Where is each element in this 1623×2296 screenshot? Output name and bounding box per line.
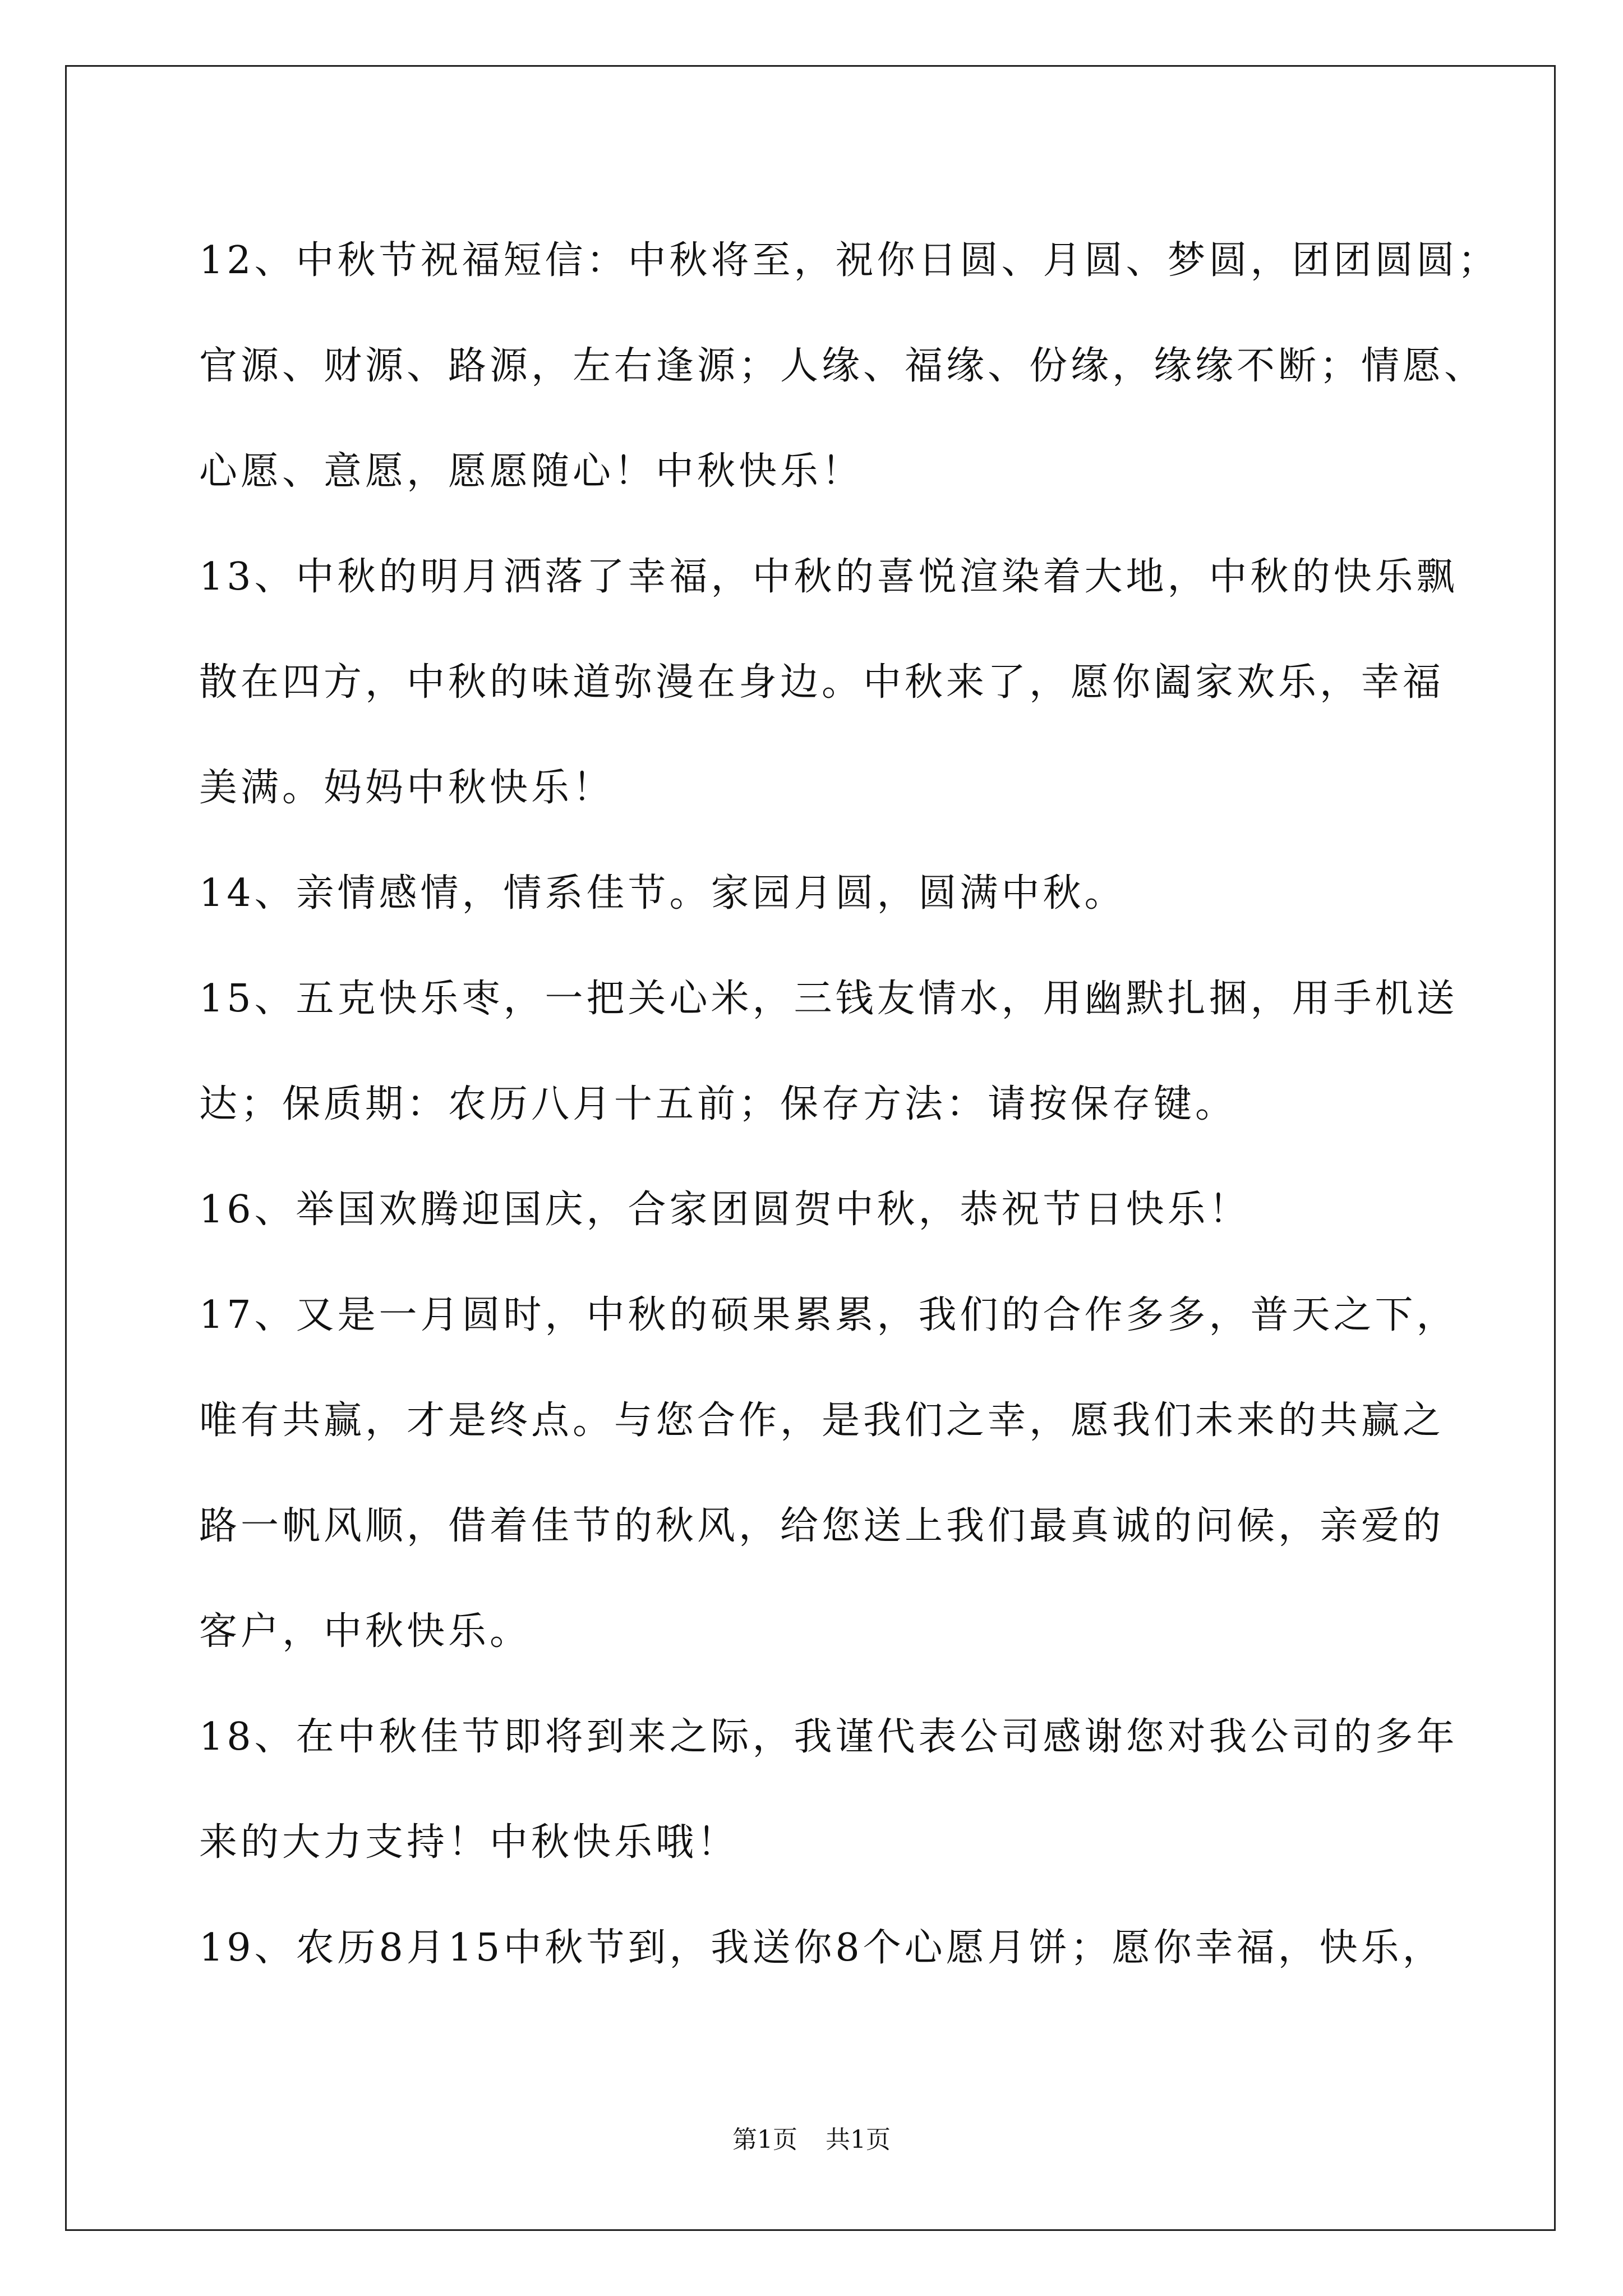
text-line: 散在四方，中秋的味道弥漫在身边。中秋来了，愿你阖家欢乐，幸福: [199, 660, 1445, 705]
text-line: 官源、财源、路源，左右逢源；人缘、福缘、份缘，缘缘不断；情愿、: [199, 344, 1486, 388]
text-line: 客户，中秋快乐。: [199, 1609, 532, 1654]
page-total: 共1页: [826, 2125, 891, 2154]
text-line: 16、举国欢腾迎国庆，合家团圆贺中秋，恭祝节日快乐！: [199, 1188, 1251, 1232]
text-line: 19、农历8月15中秋节到，我送你8个心愿月饼；愿你幸福，快乐，: [199, 1926, 1444, 1970]
text-line: 18、在中秋佳节即将到来之际，我谨代表公司感谢您对我公司的多年: [199, 1715, 1458, 1759]
text-line: 12、中秋节祝福短信：中秋将至，祝你日圆、月圆、梦圆，团团圆圆；: [199, 238, 1500, 283]
text-line: 路一帆风顺，借着佳节的秋风，给您送上我们最真诚的问候，亲爱的: [199, 1504, 1445, 1548]
text-line: 唯有共赢，才是终点。与您合作，是我们之幸，愿我们未来的共赢之: [199, 1398, 1445, 1443]
text-line: 来的大力支持！中秋快乐哦！: [199, 1820, 739, 1865]
text-line: 美满。妈妈中秋快乐！: [199, 766, 615, 810]
page-number: 第1页: [732, 2125, 797, 2154]
text-line: 心愿、意愿，愿愿随心！中秋快乐！: [199, 449, 864, 494]
text-line: 15、五克快乐枣，一把关心米，三钱友情水，用幽默扎捆，用手机送: [199, 977, 1458, 1021]
text-line: 17、又是一月圆时，中秋的硕果累累，我们的合作多多，普天之下，: [199, 1293, 1458, 1337]
text-line: 14、亲情感情，情系佳节。家园月圆，圆满中秋。: [199, 871, 1126, 915]
text-line: 13、中秋的明月洒落了幸福，中秋的喜悦渲染着大地，中秋的快乐飘: [199, 555, 1458, 599]
page-footer: [0, 2123, 1623, 2157]
text-line: 达；保质期：农历八月十五前；保存方法：请按保存键。: [199, 1082, 1237, 1126]
